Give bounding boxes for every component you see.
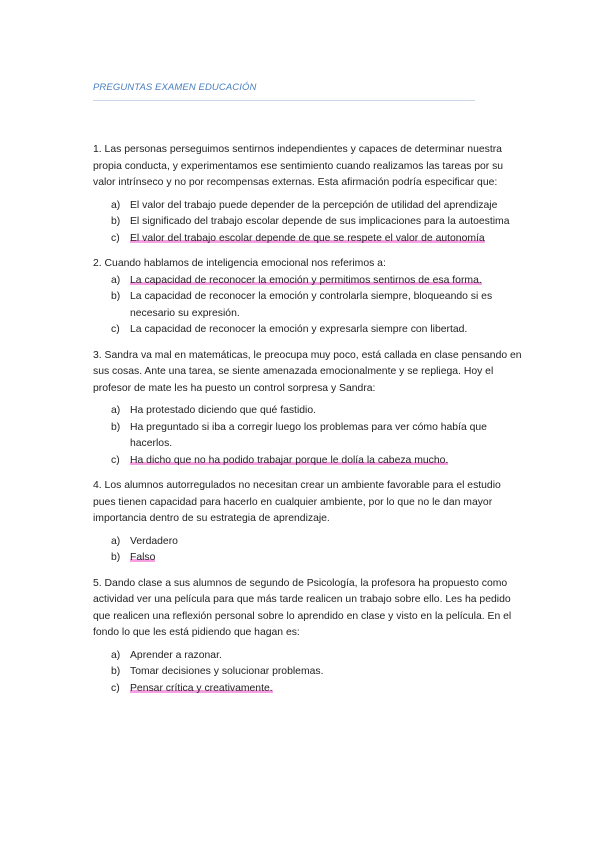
option-letter: a) (111, 199, 121, 211)
option-letter: b) (111, 291, 121, 302)
option-item (93, 648, 523, 665)
option-letter: a) (111, 405, 121, 416)
option-text: Tomar decisiones y solucionar problemas. (130, 666, 324, 677)
option-item (93, 420, 523, 453)
option-item (93, 198, 523, 215)
option-item (93, 273, 523, 290)
option-letter: c) (111, 324, 120, 335)
options-list (93, 534, 523, 567)
option-text: La capacidad de reconocer la emoción y controlarla siempre, bloqueando si es necesario su expresión. (130, 291, 493, 319)
option-item (93, 681, 523, 698)
option-text-highlighted: Ha dicho que no ha podido trabajar porque le dolía la cabeza mucho. (130, 454, 449, 466)
options-list (93, 273, 523, 339)
option-letter: c) (111, 454, 120, 466)
option-text: El significado del trabajo escolar depende de sus implicaciones para la autoestima (130, 216, 510, 227)
question-4 (93, 478, 523, 567)
options-list (93, 403, 523, 469)
option-text: Ha protestado diciendo que qué fastidio. (130, 405, 317, 416)
option-letter: c) (111, 232, 120, 244)
option-letter: a) (111, 649, 121, 661)
options-list (93, 648, 523, 698)
question-text: 3. Sandra va mal en matemáticas, le preocupa muy poco, está callada en clase pensando en sus cosas. Ante una tarea, se siente amenazada emocionalmente y se repliega. Hoy el profesor de mate les ha puesto un control sorpresa y Sandra: (93, 349, 522, 394)
option-item (93, 550, 523, 567)
option-text: Ha preguntado si iba a corregir luego los problemas para ver cómo había que hacerlos. (130, 421, 487, 449)
option-text: La capacidad de reconocer la emoción y expresarla siempre con libertad. (130, 324, 468, 335)
question-text: 5. Dando clase a sus alumnos de segundo de Psicología, la profesora ha propuesto como actividad ver una película para que más tarde realicen un trabajo sobre ello. Les ha pedido que realicen una reflexión personal sobre lo aprendido en clase y visto en la película. En el fondo lo que les está pidiendo que hagan es: (93, 577, 512, 638)
option-text-highlighted: El valor del trabajo escolar depende de que se respete el valor de autonomía (130, 232, 485, 244)
option-letter: b) (111, 421, 121, 433)
option-text: Verdadero (130, 535, 178, 547)
option-text-highlighted: La capacidad de reconocer la emoción y permitimos sentirnos de esa forma. (130, 274, 482, 286)
question-1 (93, 142, 523, 247)
option-text: El valor del trabajo puede depender de la percepción de utilidad del aprendizaje (130, 199, 498, 211)
option-letter: a) (111, 274, 121, 286)
question-5 (93, 576, 523, 698)
option-item (93, 664, 523, 681)
option-text-highlighted: Falso (130, 552, 156, 563)
question-text: 4. Los alumnos autorregulados no necesitan crear un ambiente favorable para el estudio pues tienen capacidad para hacerlo en cualquier ambiente, por lo que no le dan mayor importancia dentro de su estrategia de aprendizaje. (93, 480, 501, 524)
options-list (93, 198, 523, 248)
option-item (93, 322, 523, 339)
option-item (93, 534, 523, 551)
option-item (93, 231, 523, 248)
option-text: Aprender a razonar. (130, 649, 222, 661)
option-item (93, 453, 523, 470)
option-letter: c) (111, 682, 120, 694)
option-letter: a) (111, 535, 121, 547)
questions-container (93, 142, 523, 706)
question-3 (93, 348, 523, 470)
question-text: 2. Cuando hablamos de inteligencia emocional nos referimos a: (93, 258, 386, 269)
question-text: 1. Las personas perseguimos sentirnos independientes y capaces de determinar nuestra propia conducta, y experimentamos ese sentimiento cuando realizamos las tareas por su valor intrínseco y no por recompensas externas. Esta afirmación podría especificar que: (93, 144, 504, 188)
option-letter: b) (111, 666, 121, 677)
question-2 (93, 256, 523, 339)
document-header-title: PREGUNTAS EXAMEN EDUCACIÓN (93, 82, 257, 93)
option-letter: b) (111, 216, 121, 227)
option-item (93, 403, 523, 420)
header-divider (93, 100, 475, 101)
option-text-highlighted: Pensar crítica y creativamente. (130, 682, 273, 694)
option-item (93, 214, 523, 231)
option-letter: b) (111, 552, 121, 563)
option-item (93, 289, 523, 322)
